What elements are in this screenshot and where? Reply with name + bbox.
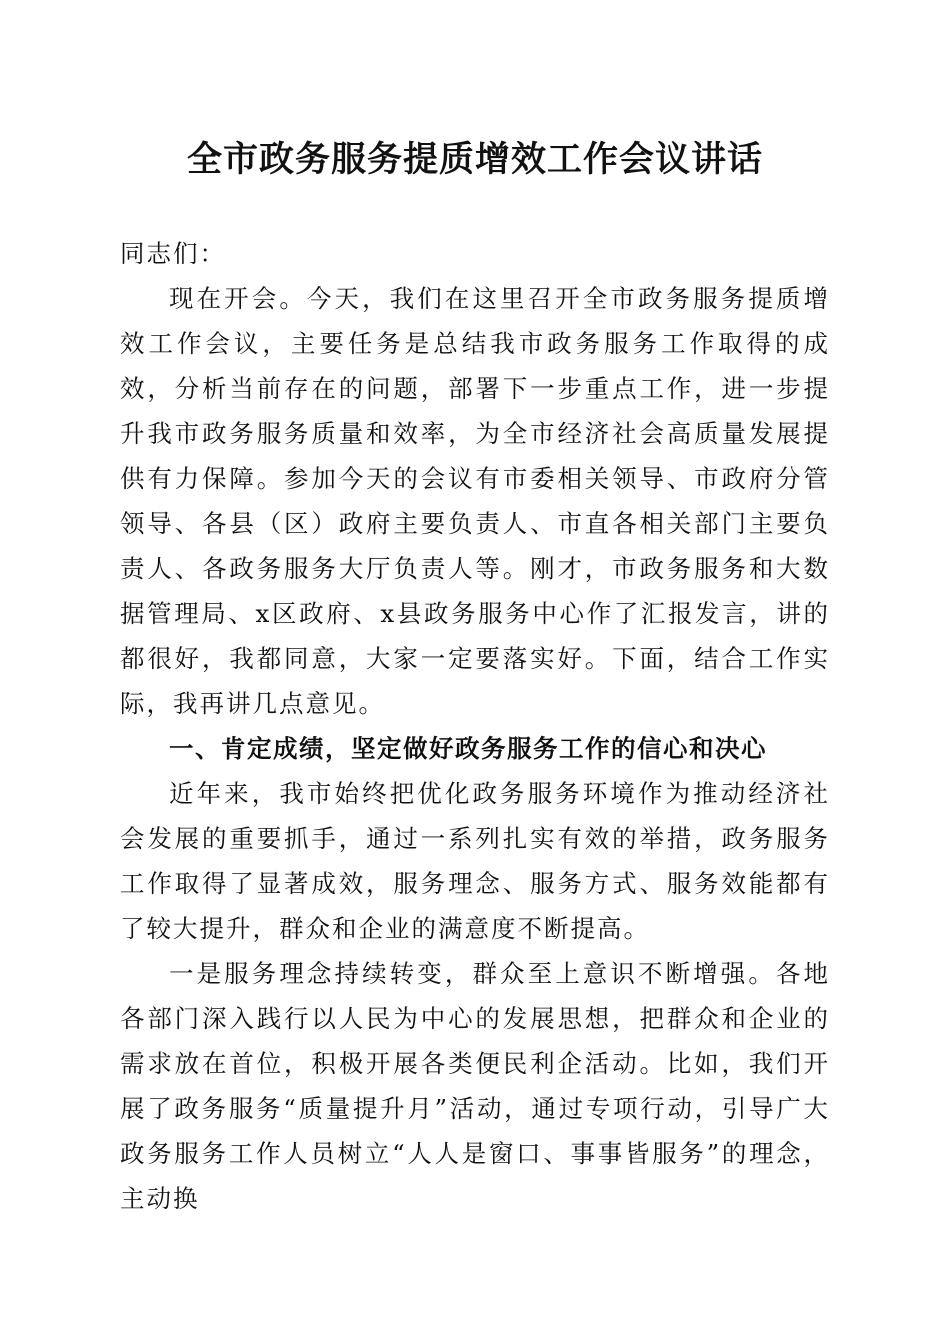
section-heading: 一、肯定成绩，坚定做好政务服务工作的信心和决心	[169, 734, 767, 763]
document-title: 全市政务服务提质增效工作会议讲话	[186, 139, 763, 180]
point-paragraph	[120, 951, 830, 1221]
section-paragraph: 近年来，我市始终把优化政务服务环境作为推动经济社会发展的重要抓手，通过一系列扎实有效的举措，政务服务工作取得了显著成效，服务理念、服务方式、服务效能都有了较大提升，群众和企业的满意度不断提高。	[120, 779, 830, 943]
point-body: 各地各部门深入践行以人民为中心的发展思想，把群众和企业的需求放在首位，积极开展各类便民利企活动。比如，我们开展了政务服务“质量提升月”活动，通过专项行动，引导广大政务服务工作人员树立“人人是窗口、事事皆服务”的理念，主动换	[120, 959, 831, 1213]
point-lead: 一是服务理念持续转变，群众至上意识不断增强。	[169, 959, 776, 988]
salutation: 同志们：	[120, 239, 226, 268]
document-body	[120, 231, 830, 1221]
intro-paragraph: 现在开会。今天，我们在这里召开全市政务服务提质增效工作会议，主要任务是总结我市政务服务工作取得的成效，分析当前存在的问题，部署下一步重点工作，进一步提升我市政务服务质量和效率，为全市经济社会高质量发展提供有力保障。参加今天的会议有市委相关领导、市政府分管领导、各县（区）政府主要负责人、市直各相关部门主要负责人、各政务服务大厅负责人等。刚才，市政务服务和大数据管理局、x区政府、x县政务服务中心作了汇报发言，讲的都很好，我都同意，大家一定要落实好。下面，结合工作实际，我再讲几点意见。	[120, 284, 830, 718]
